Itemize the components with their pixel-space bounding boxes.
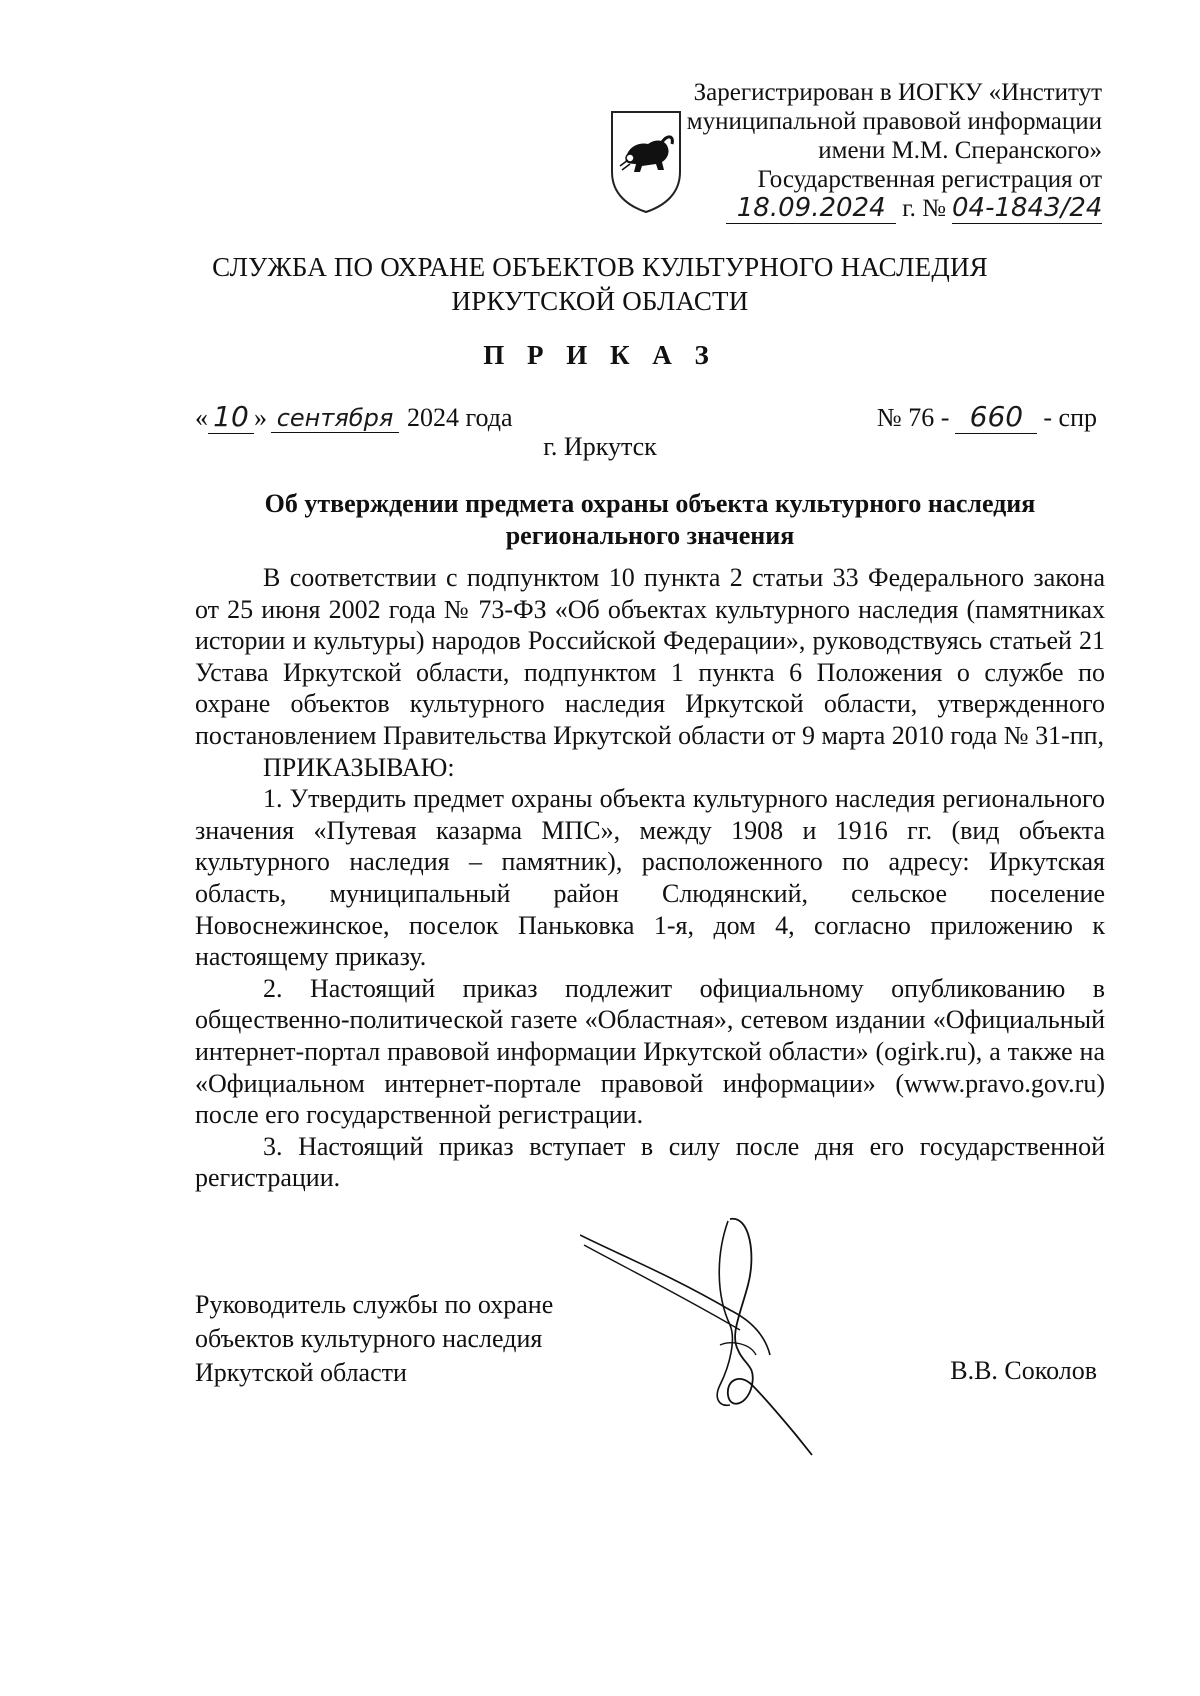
order-item-2: 2. Настоящий приказ подлежит официальному опубликованию в общественно-политической газете «Областная», сетевом издании «Официальный интернет-портал правовой информации Иркутской области» (ogirk.ru), а также на «Официальном интернет-портале правовой информации» (www.pravo.gov.ru) после его государственной регистрации. <box>195 973 1105 1130</box>
order-number-suffix: - спр <box>1043 403 1097 432</box>
registration-line: муниципальной правовой информации <box>686 108 1102 135</box>
order-item-3: 3. Настоящий приказ вступает в силу после дня его государственной регистрации. <box>195 1131 1105 1193</box>
order-number-prefix: № 76 - <box>876 403 950 432</box>
date-open-quote: « <box>195 403 208 432</box>
city: г. Иркутск <box>543 432 657 461</box>
date-year: 2024 года <box>407 403 513 432</box>
order-date <box>195 400 513 434</box>
organization-line: СЛУЖБА ПО ОХРАНЕ ОБЪЕКТОВ КУЛЬТУРНОГО НАСЛЕДИЯ <box>212 252 988 282</box>
order-word: ПРИКАЗЫВАЮ: <box>263 752 455 782</box>
organization-name <box>0 250 1200 318</box>
registration-line: имени М.М. Сперанского» <box>818 137 1102 164</box>
registration-date-handwritten: 18.09.2024 <box>726 194 896 224</box>
subject-line: регионального значения <box>505 521 795 550</box>
order-body <box>195 562 1105 1194</box>
order-number-handwritten: 660 <box>955 400 1037 434</box>
registration-line: Государственная регистрация от <box>757 166 1102 193</box>
subject-line: Об утверждении предмета охраны объекта культурного наследия <box>264 489 1036 518</box>
organization-line: ИРКУТСКОЙ ОБЛАСТИ <box>451 286 749 316</box>
signatory-title-line: объектов культурного наследия <box>195 1324 543 1353</box>
document-type-title: П Р И К А З <box>483 340 717 370</box>
registration-date-row <box>662 194 1102 224</box>
preamble-paragraph: В соответствии с подпунктом 10 пункта 2 статьи 33 Федерального закона от 25 июня 2002 года № 73-ФЗ «Об объектах культурного наследия (памятниках истории и культуры) народов Российской Федерации», руководствуясь статьей 21 Устава Иркутской области, подпунктом 1 пункта 6 Положения о службе по охране объектов культурного наследия Иркутской области, утвержденного постановлением Правительства Иркутской области от 9 марта 2010 года № 31-пп, <box>195 563 1105 750</box>
registration-block <box>662 78 1102 224</box>
date-month-handwritten: сентября <box>271 404 399 433</box>
order-item-1: 1. Утвердить предмет охраны объекта культурного наследия регионального значения «Путевая казарма МПС», между 1908 и 1916 гг. (вид объекта культурного наследия – памятник), расположенного по адресу: Иркутская область, муниципальный район Слюдянский, сельское поселение Новоснежинское, поселок Паньковка 1-я, дом 4, согласно приложению к настоящему приказу. <box>195 784 1105 972</box>
date-day-handwritten: 10 <box>208 400 254 434</box>
signatory-title-line: Руководитель службы по охране <box>195 1290 554 1319</box>
handwritten-signature <box>580 1215 880 1465</box>
registration-number-handwritten: 04-1843/24 <box>952 193 1103 223</box>
order-subject <box>195 488 1105 552</box>
signatory-title-line: Иркутской области <box>195 1358 407 1387</box>
signatory-title <box>195 1288 553 1390</box>
registration-number-label: г. № <box>902 195 946 222</box>
registration-line: Зарегистрирован в ИОГКУ «Институт <box>693 79 1102 106</box>
signatory-name: В.В. Соколов <box>950 1356 1097 1385</box>
date-close-quote: » <box>254 403 267 432</box>
order-number <box>877 400 1097 434</box>
